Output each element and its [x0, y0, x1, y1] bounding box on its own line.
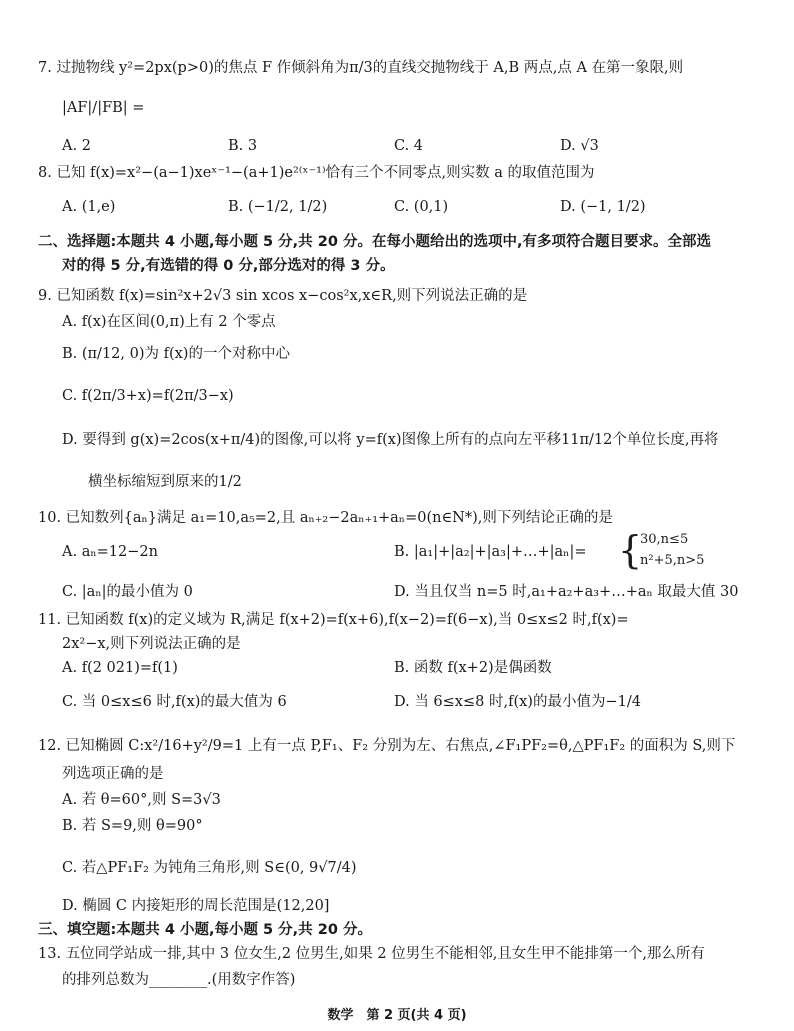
q13-line1: 13. 五位同学站成一排,其中 3 位女生,2 位男生,如果 2 位男生不能相邻,且女生甲不能排第一个,那么所有: [38, 946, 705, 962]
q8-stem: 8. 已知 f(x)=x²−(a−1)xeˣ⁻¹−(a+1)e²⁽ˣ⁻¹⁾恰有三个不同零点,则实数 a 的取值范围为: [38, 165, 595, 181]
q12-stem-line2: 列选项正确的是: [62, 766, 164, 782]
q8-option-c: C. (0,1): [394, 199, 449, 215]
q12-stem-line1: 12. 已知椭圆 C:x²/16+y²/9=1 上有一点 P,F₁、F₂ 分别为左、右焦点,∠F₁PF₂=θ,△PF₁F₂ 的面积为 S,则下: [38, 738, 736, 754]
q10-stem: 10. 已知数列{aₙ}满足 a₁=10,a₅=2,且 aₙ₊₂−2aₙ₊₁+aₙ=0(n∈N*),则下列结论正确的是: [38, 510, 613, 526]
q12-option-a: A. 若 θ=60°,则 S=3√3: [62, 792, 221, 808]
q8-option-d: D. (−1, 1/2): [560, 199, 646, 215]
q11-option-d: D. 当 6≤x≤8 时,f(x)的最小值为−1/4: [394, 694, 641, 710]
q10-option-c: C. |aₙ|的最小值为 0: [62, 584, 193, 600]
section2-heading-line1: 二、选择题:本题共 4 小题,每小题 5 分,共 20 分。在每小题给出的选项中,有多项符合题目要求。全部选: [38, 234, 711, 250]
q10-option-b-lead: B. |a₁|+|a₂|+|a₃|+…+|aₙ|=: [394, 544, 587, 560]
q11-option-a: A. f(2 021)=f(1): [62, 660, 178, 676]
q8-option-b: B. (−1/2, 1/2): [228, 199, 328, 215]
q13-line2: 的排列总数为________.(用数字作答): [62, 972, 296, 988]
q7-option-a: A. 2: [62, 138, 91, 154]
q7-option-d: D. √3: [560, 138, 599, 154]
q10-option-a: A. aₙ=12−2n: [62, 544, 158, 560]
q7-ask: |AF|/|FB| =: [62, 100, 145, 116]
q12-option-b: B. 若 S=9,则 θ=90°: [62, 818, 203, 834]
q9-option-b: B. (π/12, 0)为 f(x)的一个对称中心: [62, 346, 290, 362]
q8-option-a: A. (1,e): [62, 199, 116, 215]
q11-option-c: C. 当 0≤x≤6 时,f(x)的最大值为 6: [62, 694, 287, 710]
q11-option-b: B. 函数 f(x+2)是偶函数: [394, 660, 552, 676]
q10-option-b-brace: {: [618, 528, 643, 572]
q7-option-c: C. 4: [394, 138, 424, 154]
section2-heading-line2: 对的得 5 分,有选错的得 0 分,部分选对的得 3 分。: [62, 258, 395, 274]
q9-option-d-line2: 横坐标缩短到原来的1/2: [88, 474, 242, 490]
q11-stem-line1: 11. 已知函数 f(x)的定义域为 R,满足 f(x+2)=f(x+6),f(x−2)=f(6−x),当 0≤x≤2 时,f(x)=: [38, 612, 629, 628]
q10-option-b-case1: 30,n≤5: [640, 532, 689, 547]
q9-option-c: C. f(2π/3+x)=f(2π/3−x): [62, 388, 234, 404]
q11-stem-line2: 2x²−x,则下列说法正确的是: [62, 636, 241, 652]
q12-option-c: C. 若△PF₁F₂ 为钝角三角形,则 S∈(0, 9√7/4): [62, 860, 357, 876]
q9-stem: 9. 已知函数 f(x)=sin²x+2√3 sin xcos x−cos²x,x∈R,则下列说法正确的是: [38, 288, 528, 304]
q9-option-a: A. f(x)在区间(0,π)上有 2 个零点: [62, 314, 276, 330]
q7-stem: 7. 过抛物线 y²=2px(p>0)的焦点 F 作倾斜角为π/3的直线交抛物线于 A,B 两点,点 A 在第一象限,则: [38, 60, 684, 76]
q12-option-d: D. 椭圆 C 内接矩形的周长范围是(12,20]: [62, 898, 330, 914]
page-footer: 数学 第 2 页(共 4 页): [327, 1008, 467, 1023]
q10-option-b-case2: n²+5,n>5: [640, 553, 705, 568]
q10-option-d: D. 当且仅当 n=5 时,a₁+a₂+a₃+…+aₙ 取最大值 30: [394, 584, 739, 600]
q7-option-b: B. 3: [228, 138, 258, 154]
q9-option-d-line1: D. 要得到 g(x)=2cos(x+π/4)的图像,可以将 y=f(x)图像上所有的点向左平移11π/12个单位长度,再将: [62, 432, 719, 448]
section3-heading: 三、填空题:本题共 4 小题,每小题 5 分,共 20 分。: [38, 922, 372, 938]
